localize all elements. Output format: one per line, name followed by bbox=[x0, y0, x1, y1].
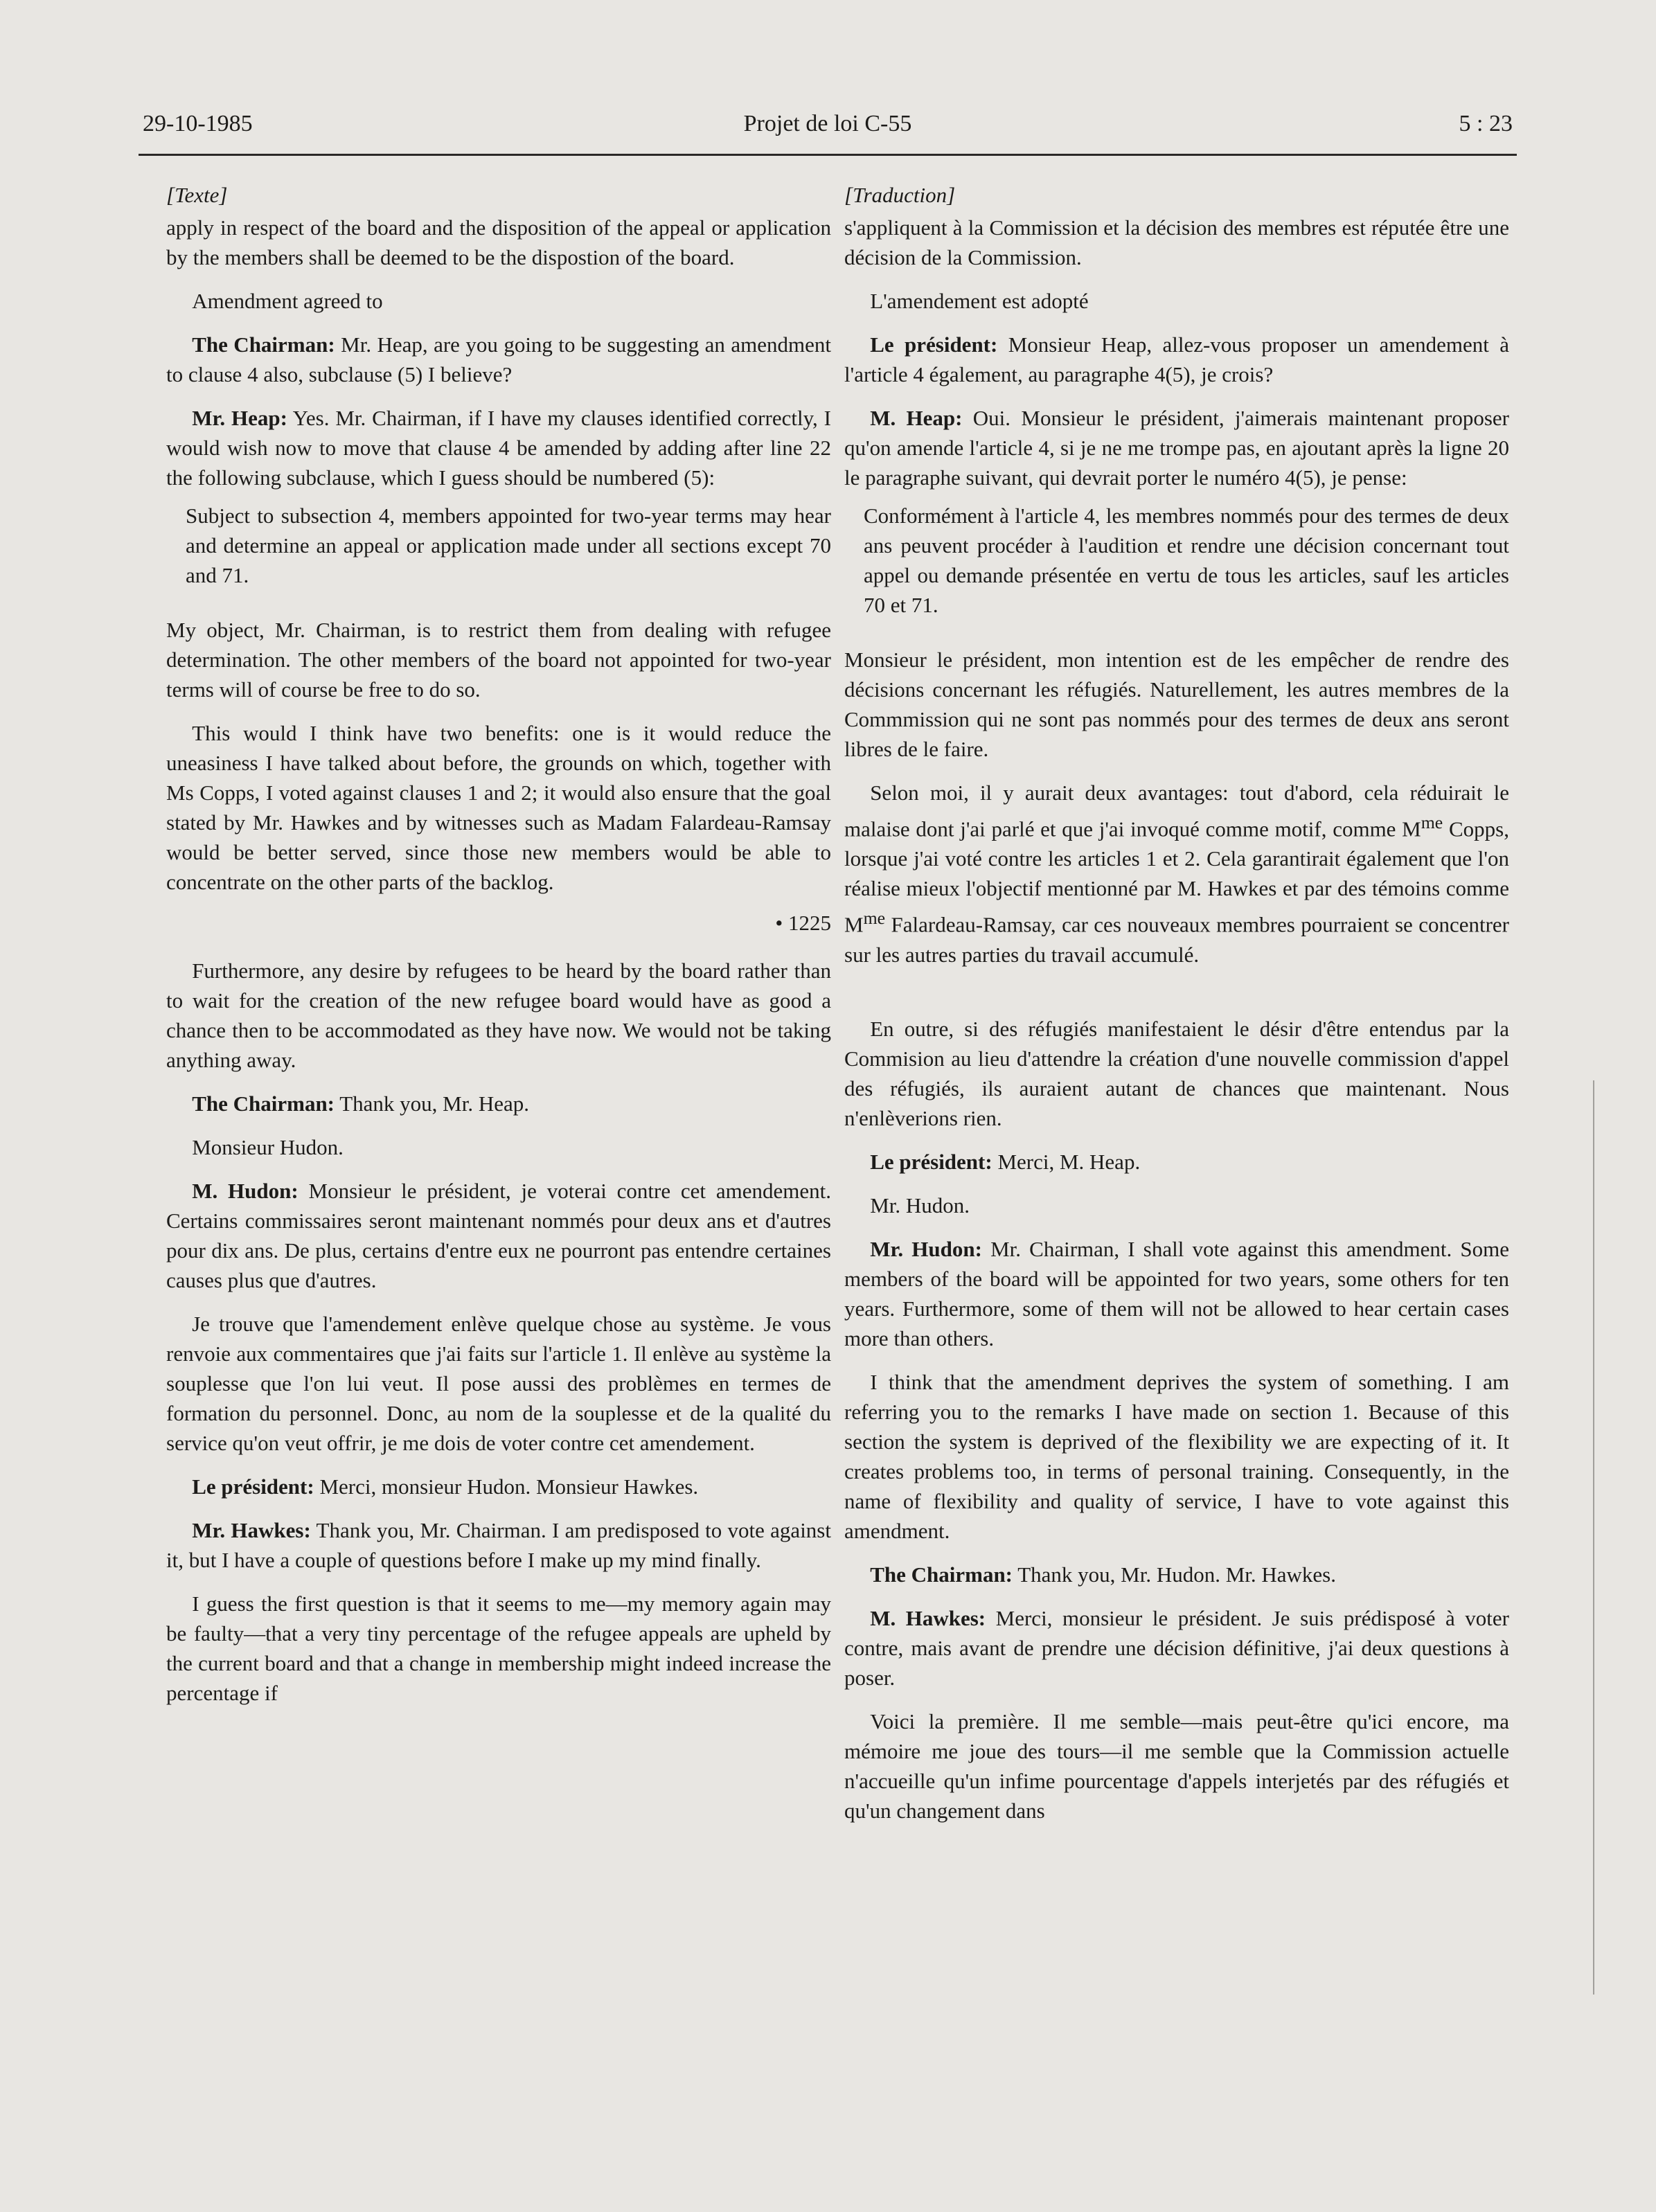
section-label: [Traduction] bbox=[844, 183, 956, 207]
speaker: Mr. Hudon: bbox=[870, 1236, 982, 1261]
speaker: Le président: bbox=[870, 1149, 992, 1174]
paragraph: Le président: Merci, M. Heap. bbox=[870, 1149, 1141, 1174]
section-label: [Texte] bbox=[166, 183, 228, 207]
quoted-amendment: Conformément à l'article 4, les membres nommés pour des termes de deux ans peuvent procéder à l'audition et rendre une décision concernant tout appel ou demande présentée en vertu de tous les articles, sauf les articles 70 et 71. bbox=[864, 503, 1509, 617]
paragraph: Le président: Monsieur Heap, allez-vous proposer un amendement à l'article 4 également, au paragraphe 4(5), je crois? bbox=[844, 332, 1509, 386]
paragraph: Furthermore, any desire by refugees to be heard by the board rather than to wait for the creation of the new refugee board would have as good a chance then to be accommodated as they have now. We would not be taking anything away. bbox=[166, 958, 831, 1072]
paragraph: s'appliquent à la Commission et la décision des membres est réputée être une décision de la Commission. bbox=[844, 215, 1509, 269]
paragraph: apply in respect of the board and the disposition of the appeal or application by the members shall be deemed to be the dispostion of the board. bbox=[166, 215, 831, 269]
paragraph: Monsieur Hudon. bbox=[192, 1135, 344, 1159]
paragraph: My object, Mr. Chairman, is to restrict them from dealing with refugee determination. The other members of the board not appointed for two-year terms will of course be free to do so. bbox=[166, 618, 831, 702]
paragraph: Amendment agreed to bbox=[192, 289, 383, 313]
paragraph: This would I think have two benefits: one is it would reduce the uneasiness I have talked about before, the grounds on which, together with Ms Copps, I voted against clauses 1 and 2; it would also ensure that the goal stated by Mr. Hawkes and by witnesses such as Madam Falardeau-Ramsay would be better served, since those new members would be able to concentrate on the other parts of the backlog. bbox=[166, 721, 831, 894]
paragraph: Mr. Hudon. bbox=[870, 1193, 970, 1218]
paragraph: The Chairman: Thank you, Mr. Hudon. Mr. Hawkes. bbox=[870, 1562, 1336, 1587]
paragraph: Je trouve que l'amendement enlève quelque chose au système. Je vous renvoie aux commentaires que j'ai faits sur l'article 1. Il enlève au système la souplesse que l'on lui veut. Il pose aussi des problèmes en termes de formation du personnel. Donc, au nom de la souplesse et de la qualité du service qu'on veut offrir, je me dois de voter contre cet amendement. bbox=[166, 1312, 831, 1455]
paragraph: Mr. Heap: Yes. Mr. Chairman, if I have my clauses identified correctly, I would wish now to move that clause 4 be amended by adding after line 22 the following subclause, which I guess should be numbered (5): bbox=[166, 406, 832, 490]
paragraph: Mr. Hawkes: Thank you, Mr. Chairman. I am predisposed to vote against it, but I have a couple of questions before I make up my mind finally. bbox=[166, 1518, 831, 1572]
speaker: Mr. Hawkes: bbox=[192, 1518, 311, 1542]
header-title: Projet de loi C-55 bbox=[743, 111, 912, 136]
paragraph: Monsieur le président, mon intention est de les empêcher de rendre des décisions concernant les réfugiés. Naturellement, les autres membres de la Commmission qui ne sont pas nommés pour des termes de deux ans seront libres de le faire. bbox=[844, 648, 1509, 761]
paragraph: The Chairman: Thank you, Mr. Heap. bbox=[192, 1091, 529, 1116]
spacer bbox=[844, 983, 1509, 1014]
paragraph: En outre, si des réfugiés manifestaient le désir d'être entendus par la Commision au lieu d'attendre la création d'une nouvelle commission d'appel des réfugiés, ils auraient autant de chances que maintenant. Nous n'enlèverions rien. bbox=[844, 1016, 1509, 1130]
speaker: The Chairman: bbox=[870, 1562, 1013, 1587]
speaker: The Chairman: bbox=[192, 332, 335, 357]
speaker: Le président: bbox=[870, 332, 998, 357]
right-column bbox=[844, 180, 1509, 1839]
header-date: 29-10-1985 bbox=[143, 111, 253, 136]
running-header bbox=[139, 104, 1517, 156]
speaker: Mr. Heap: bbox=[192, 406, 287, 430]
header-page-number: 5 : 23 bbox=[1459, 111, 1513, 136]
speaker: Le président: bbox=[192, 1474, 314, 1499]
scan-edge-line bbox=[1593, 1080, 1594, 1995]
speaker: M. Hawkes: bbox=[870, 1605, 986, 1630]
paragraph: Le président: Merci, monsieur Hudon. Monsieur Hawkes. bbox=[192, 1474, 699, 1499]
paragraph: M. Hudon: Monsieur le président, je voterai contre cet amendement. Certains commissaires seront maintenant nommés pour deux ans et d'autres pour dix ans. De plus, certains d'entre eux ne pourront pas entendre certaines causes plus que d'autres. bbox=[166, 1179, 831, 1292]
left-column bbox=[166, 180, 831, 1722]
time-marker: • 1225 bbox=[775, 911, 831, 935]
speaker: M. Heap: bbox=[870, 406, 963, 430]
speaker: M. Hudon: bbox=[192, 1179, 299, 1203]
paragraph: Voici la première. Il me semble—mais peut-être qu'ici encore, ma mémoire me joue des tours—il me semble que la Commission actuelle n'accueille qu'un infime pourcentage d'appels interjetés par des réfugiés et qu'un changement dans bbox=[844, 1709, 1509, 1823]
paragraph: Mr. Hudon: Mr. Chairman, I shall vote against this amendment. Some members of the board will be appointed for two years, some others for ten years. Furthermore, some of them will not be allowed to hear certain cases more than others. bbox=[844, 1236, 1509, 1350]
paragraph: M. Hawkes: Merci, monsieur le président. Je suis prédisposé à voter contre, mais avant de prendre une décision définitive, j'ai deux questions à poser. bbox=[844, 1605, 1509, 1690]
paragraph: L'amendement est adopté bbox=[870, 289, 1089, 313]
paragraph: The Chairman: Mr. Heap, are you going to be suggesting an amendment to clause 4 also, subclause (5) I believe? bbox=[166, 332, 831, 386]
speaker: The Chairman: bbox=[192, 1091, 335, 1116]
paragraph: I think that the amendment deprives the system of something. I am referring you to the remarks I have made on section 1. Because of this section the system is deprived of the flexibility we are expecting of it. It creates problems too, in terms of personal training. Consequently, in the name of flexibility and quality of service, I have to vote against this amendment. bbox=[844, 1369, 1509, 1543]
paragraph: M. Heap: Oui. Monsieur le président, j'aimerais maintenant proposer qu'on amende l'article 4, si je ne me trompe pas, en ajoutant après la ligne 20 le paragraphe suivant, qui devrait porter le numéro 4(5), je pense: bbox=[844, 406, 1509, 490]
quoted-amendment: Subject to subsection 4, members appointed for two-year terms may hear and determine an appeal or application made under all sections except 70 and 71. bbox=[186, 503, 831, 587]
paragraph: I guess the first question is that it seems to me—my memory again may be faulty—that a very tiny percentage of the refugee appeals are upheld by the current board and that a change in membership might indeed increase the percentage if bbox=[166, 1591, 831, 1705]
paragraph: Selon moi, il y aurait deux avantages: tout d'abord, cela réduirait le malaise dont j'ai parlé et que j'ai invoqué comme motif, comme $M^{me}$ Copps, lorsque j'ai voté contre les articles 1 et 2. Cela garantirait également que l'on réalise mieux l'objectif mentionné par M. Hawkes et par des témoins comme $M^{me}$ Falardeau-Ramsay, car ces nouveaux membres pourraient se concentrer sur les autres parties du travail accumulé. bbox=[844, 781, 1509, 967]
